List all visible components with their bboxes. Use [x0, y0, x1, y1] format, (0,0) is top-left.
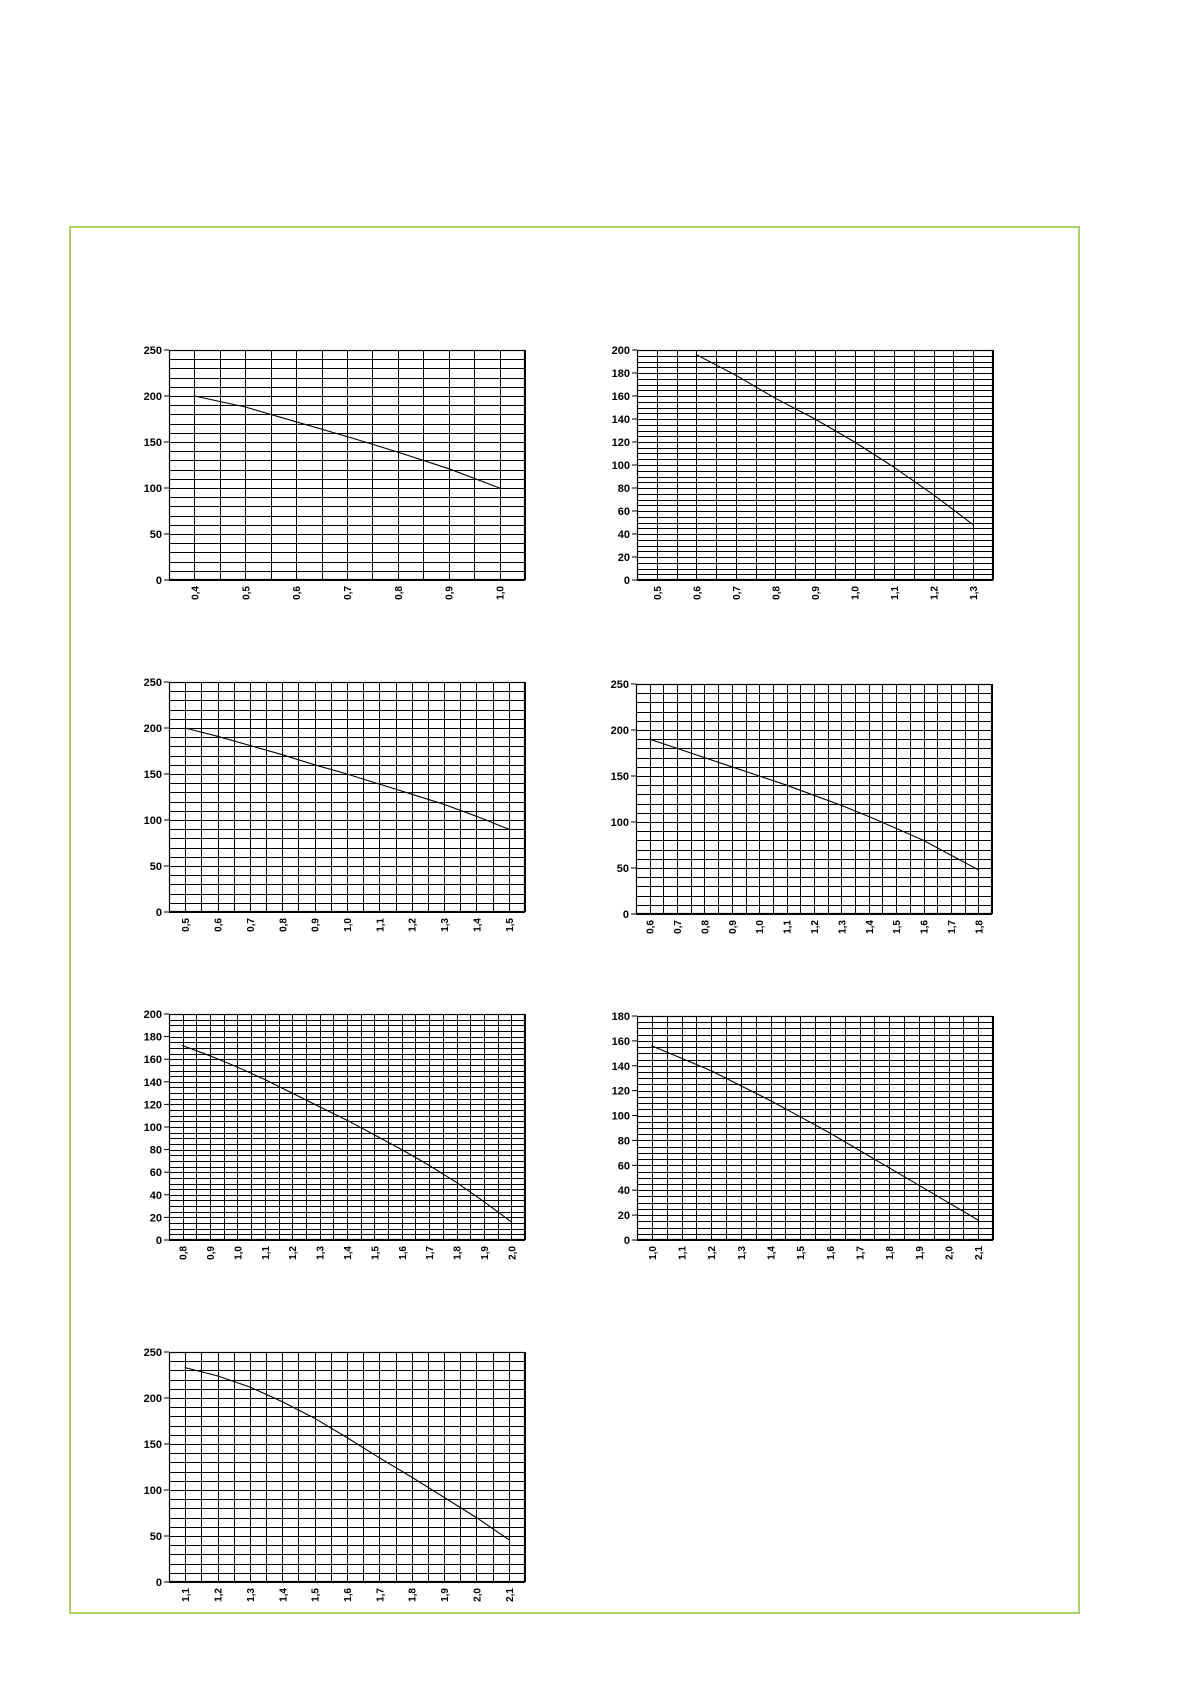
- chart-4: [596, 676, 998, 960]
- data-point: [245, 406, 246, 407]
- data-point: [194, 395, 195, 396]
- data-point: [499, 487, 500, 488]
- x-tick-label: 1,2: [288, 1246, 300, 1260]
- x-tick-label: 1,2: [929, 586, 941, 600]
- data-point: [950, 855, 951, 856]
- data-point: [346, 1120, 347, 1121]
- grid: [169, 1014, 526, 1241]
- x-tick-label: 1,0: [495, 586, 507, 600]
- data-point: [508, 829, 509, 830]
- data-point: [933, 494, 934, 495]
- grid: [169, 682, 526, 913]
- y-tick-label: 180: [611, 1011, 630, 1023]
- x-tick-label: 2,0: [507, 1246, 519, 1260]
- y-tick-label: 0: [155, 1235, 162, 1247]
- x-tick-label: 1,3: [736, 1246, 748, 1260]
- chart-7: [129, 1344, 531, 1628]
- data-point: [217, 1375, 218, 1376]
- data-point: [889, 1167, 890, 1168]
- y-tick-label: 0: [155, 575, 162, 587]
- y-tick-label: 50: [616, 863, 629, 875]
- x-tick-label: 0,5: [241, 586, 253, 600]
- x-tick-label: 1,2: [213, 1588, 225, 1602]
- x-tick-label: 1,4: [766, 1246, 778, 1260]
- y-tick-label: 200: [611, 345, 630, 357]
- x-tick-label: 0,9: [310, 918, 322, 932]
- data-point: [786, 785, 787, 786]
- y-tick-label: 20: [617, 552, 630, 564]
- x-tick-label: 1,4: [278, 1588, 290, 1602]
- y-tick-label: 140: [611, 1060, 630, 1073]
- data-point: [704, 757, 705, 758]
- data-point: [681, 1058, 682, 1059]
- data-point: [814, 418, 815, 419]
- y-tick-label: 100: [611, 1110, 630, 1123]
- x-tick-label: 1,3: [245, 1588, 257, 1602]
- x-tick-label: 0,6: [645, 920, 657, 934]
- y-tick-label: 200: [143, 1009, 162, 1021]
- x-tick-label: 1,2: [707, 1246, 719, 1260]
- x-tick-label: 0,8: [771, 586, 783, 600]
- y-tick-label: 200: [610, 725, 629, 737]
- data-point: [217, 736, 218, 737]
- x-tick-label: 0,8: [178, 1246, 190, 1260]
- data-point: [319, 1106, 320, 1107]
- x-tick-label: 1,0: [850, 586, 862, 600]
- y-tick-label: 50: [149, 1531, 162, 1543]
- data-point: [411, 794, 412, 795]
- x-tick-label: 1,5: [796, 1246, 808, 1260]
- x-tick-label: 1,3: [315, 1246, 327, 1260]
- y-tick-label: 60: [617, 1160, 630, 1173]
- y-tick-label: 180: [611, 368, 630, 380]
- y-tick-label: 40: [149, 1189, 162, 1202]
- data-point: [711, 1070, 712, 1071]
- data-point: [651, 1045, 652, 1046]
- y-tick-label: 20: [149, 1212, 162, 1225]
- y-tick-label: 100: [143, 1485, 162, 1497]
- y-tick-label: 150: [143, 437, 162, 449]
- x-tick-label: 0,9: [727, 920, 739, 934]
- y-tick-label: 160: [143, 1054, 162, 1067]
- data-point: [379, 1457, 380, 1458]
- data-point: [868, 816, 869, 817]
- x-tick-label: 0,6: [692, 586, 704, 600]
- data-point: [740, 1085, 741, 1086]
- data-point: [264, 1079, 265, 1080]
- x-tick-label: 1,4: [343, 1246, 354, 1260]
- x-tick-label: 1,1: [782, 920, 794, 934]
- data-point: [978, 1219, 979, 1220]
- data-point: [185, 727, 186, 728]
- x-tick-label: 2,1: [974, 1246, 986, 1260]
- data-point: [296, 421, 297, 422]
- grid: [637, 1016, 994, 1241]
- x-tick-label: 1,5: [892, 920, 904, 934]
- y-tick-label: 50: [149, 861, 162, 873]
- y-tick-label: 50: [149, 529, 162, 541]
- data-point: [923, 840, 924, 841]
- x-tick-label: 1,3: [837, 920, 849, 934]
- x-tick-label: 1,0: [647, 1246, 659, 1260]
- data-point: [841, 805, 842, 806]
- data-point: [346, 436, 347, 437]
- chart-2: [597, 342, 999, 626]
- x-tick-label: 1,1: [375, 918, 387, 932]
- data-point: [775, 398, 776, 399]
- data-point: [948, 1202, 949, 1203]
- data-point: [511, 1221, 512, 1222]
- x-tick-label: 1,7: [855, 1246, 867, 1260]
- y-tick-label: 180: [143, 1031, 162, 1044]
- y-tick-label: 200: [143, 1393, 162, 1405]
- y-tick-label: 150: [143, 1439, 162, 1451]
- x-tick-label: 2,1: [504, 1588, 516, 1602]
- x-tick-label: 0,7: [731, 586, 743, 600]
- data-point: [918, 1185, 919, 1186]
- data-point: [476, 1517, 477, 1518]
- y-tick-label: 100: [143, 483, 162, 495]
- series-line: [696, 355, 973, 525]
- y-tick-label: 140: [143, 1076, 162, 1089]
- y-tick-label: 250: [143, 677, 162, 689]
- x-tick-label: 1,3: [969, 586, 981, 600]
- x-tick-label: 0,8: [278, 918, 290, 932]
- data-point: [829, 1132, 830, 1133]
- grid: [637, 350, 994, 581]
- data-point: [448, 468, 449, 469]
- x-tick-label: 1,3: [440, 918, 452, 932]
- x-tick-label: 1,6: [397, 1246, 409, 1260]
- data-point: [292, 1093, 293, 1094]
- y-tick-label: 0: [623, 1235, 630, 1247]
- x-tick-label: 1,4: [472, 918, 484, 932]
- y-tick-label: 40: [617, 529, 630, 541]
- data-point: [346, 773, 347, 774]
- x-tick-label: 1,8: [407, 1588, 419, 1602]
- data-point: [374, 1134, 375, 1135]
- data-point: [859, 1150, 860, 1151]
- x-tick-label: 1,6: [343, 1588, 354, 1602]
- x-tick-label: 1,1: [677, 1246, 689, 1260]
- x-tick-label: 1,1: [260, 1246, 272, 1260]
- x-tick-label: 0,5: [652, 586, 664, 600]
- data-point: [249, 1386, 250, 1387]
- x-tick-label: 1,7: [375, 1588, 387, 1602]
- data-point: [397, 452, 398, 453]
- x-tick-label: 1,5: [504, 918, 516, 932]
- grid: [169, 350, 526, 581]
- x-tick-label: 1,9: [479, 1246, 491, 1260]
- x-tick-label: 0,6: [292, 586, 304, 600]
- x-tick-label: 2,0: [944, 1246, 956, 1260]
- x-tick-label: 1,2: [407, 918, 419, 932]
- data-point: [508, 1539, 509, 1540]
- y-tick-label: 120: [611, 1085, 630, 1098]
- x-tick-label: 1,8: [974, 920, 986, 934]
- x-tick-label: 1,7: [946, 920, 958, 934]
- x-tick-label: 1,0: [233, 1246, 245, 1260]
- x-tick-label: 1,1: [181, 1588, 193, 1602]
- data-point: [973, 524, 974, 525]
- x-tick-label: 0,5: [181, 918, 193, 932]
- data-point: [314, 764, 315, 765]
- data-point: [443, 804, 444, 805]
- x-tick-label: 0,7: [673, 920, 685, 934]
- y-tick-label: 120: [143, 1099, 162, 1112]
- y-tick-label: 100: [610, 817, 629, 829]
- data-point: [978, 869, 979, 870]
- chart-6: [597, 1008, 999, 1286]
- x-tick-label: 1,6: [825, 1246, 837, 1260]
- data-point: [282, 1401, 283, 1402]
- data-point: [894, 467, 895, 468]
- y-tick-label: 100: [143, 815, 162, 827]
- data-point: [249, 745, 250, 746]
- y-tick-label: 160: [611, 1035, 630, 1048]
- x-tick-label: 1,8: [885, 1246, 897, 1260]
- x-tick-label: 1,2: [810, 920, 821, 934]
- data-point: [854, 441, 855, 442]
- grid: [169, 1352, 526, 1583]
- y-tick-label: 150: [610, 771, 629, 783]
- data-point: [411, 1477, 412, 1478]
- y-tick-label: 0: [623, 575, 630, 587]
- data-point: [209, 1055, 210, 1056]
- chart-5: [129, 1006, 531, 1286]
- data-point: [182, 1045, 183, 1046]
- x-tick-label: 1,4: [864, 920, 876, 934]
- y-tick-label: 60: [149, 1167, 162, 1180]
- x-tick-label: 2,0: [472, 1588, 484, 1602]
- x-tick-label: 0,6: [213, 918, 225, 932]
- y-tick-label: 100: [143, 1122, 162, 1134]
- x-tick-label: 1,5: [310, 1588, 322, 1602]
- y-tick-label: 140: [611, 414, 630, 426]
- x-tick-label: 1,1: [890, 586, 902, 600]
- x-tick-label: 0,9: [206, 1246, 218, 1260]
- data-point: [813, 795, 814, 796]
- data-point: [346, 1437, 347, 1438]
- x-tick-label: 0,8: [393, 586, 405, 600]
- y-tick-label: 160: [611, 391, 630, 403]
- y-tick-label: 250: [610, 679, 629, 691]
- data-point: [185, 1367, 186, 1368]
- data-point: [731, 766, 732, 767]
- y-tick-label: 60: [617, 506, 630, 518]
- data-point: [429, 1165, 430, 1166]
- x-tick-label: 1,9: [440, 1588, 452, 1602]
- data-point: [770, 1100, 771, 1101]
- data-point: [696, 354, 697, 355]
- data-point: [483, 1201, 484, 1202]
- x-tick-label: 0,9: [811, 586, 822, 600]
- x-tick-label: 1,8: [452, 1246, 464, 1260]
- chart-3: [129, 674, 531, 958]
- data-point: [282, 754, 283, 755]
- x-tick-label: 1,9: [914, 1246, 926, 1260]
- x-tick-label: 1,7: [425, 1246, 437, 1260]
- x-tick-label: 0,7: [245, 918, 257, 932]
- y-tick-label: 0: [155, 1577, 162, 1589]
- data-point: [476, 816, 477, 817]
- y-tick-label: 80: [617, 483, 630, 495]
- x-tick-label: 1,0: [343, 918, 354, 932]
- y-tick-label: 120: [611, 437, 630, 449]
- chart-1: [129, 342, 531, 626]
- data-point: [379, 784, 380, 785]
- data-point: [735, 375, 736, 376]
- data-point: [314, 1418, 315, 1419]
- x-tick-label: 1,5: [370, 1246, 382, 1260]
- y-tick-label: 0: [155, 907, 162, 919]
- data-point: [401, 1149, 402, 1150]
- y-tick-label: 200: [143, 391, 162, 403]
- y-tick-label: 250: [143, 1347, 162, 1359]
- y-tick-label: 20: [617, 1210, 630, 1223]
- y-tick-label: 0: [622, 909, 629, 921]
- data-point: [676, 748, 677, 749]
- y-tick-label: 150: [143, 769, 162, 781]
- data-point: [649, 739, 650, 740]
- x-tick-label: 0,8: [700, 920, 712, 934]
- data-point: [443, 1497, 444, 1498]
- y-tick-label: 250: [143, 345, 162, 357]
- y-tick-label: 40: [617, 1185, 630, 1198]
- y-tick-label: 80: [617, 1135, 630, 1148]
- x-tick-label: 0,4: [190, 586, 202, 600]
- data-point: [237, 1067, 238, 1068]
- data-point: [456, 1182, 457, 1183]
- y-tick-label: 100: [611, 460, 630, 472]
- y-tick-label: 200: [143, 723, 162, 735]
- x-tick-label: 1,6: [919, 920, 931, 934]
- x-tick-label: 0,9: [444, 586, 456, 600]
- data-point: [759, 775, 760, 776]
- y-tick-label: 80: [149, 1144, 162, 1157]
- grid: [636, 684, 993, 915]
- data-point: [896, 828, 897, 829]
- x-tick-label: 1,0: [755, 920, 767, 934]
- x-tick-label: 0,7: [343, 586, 354, 600]
- data-point: [800, 1116, 801, 1117]
